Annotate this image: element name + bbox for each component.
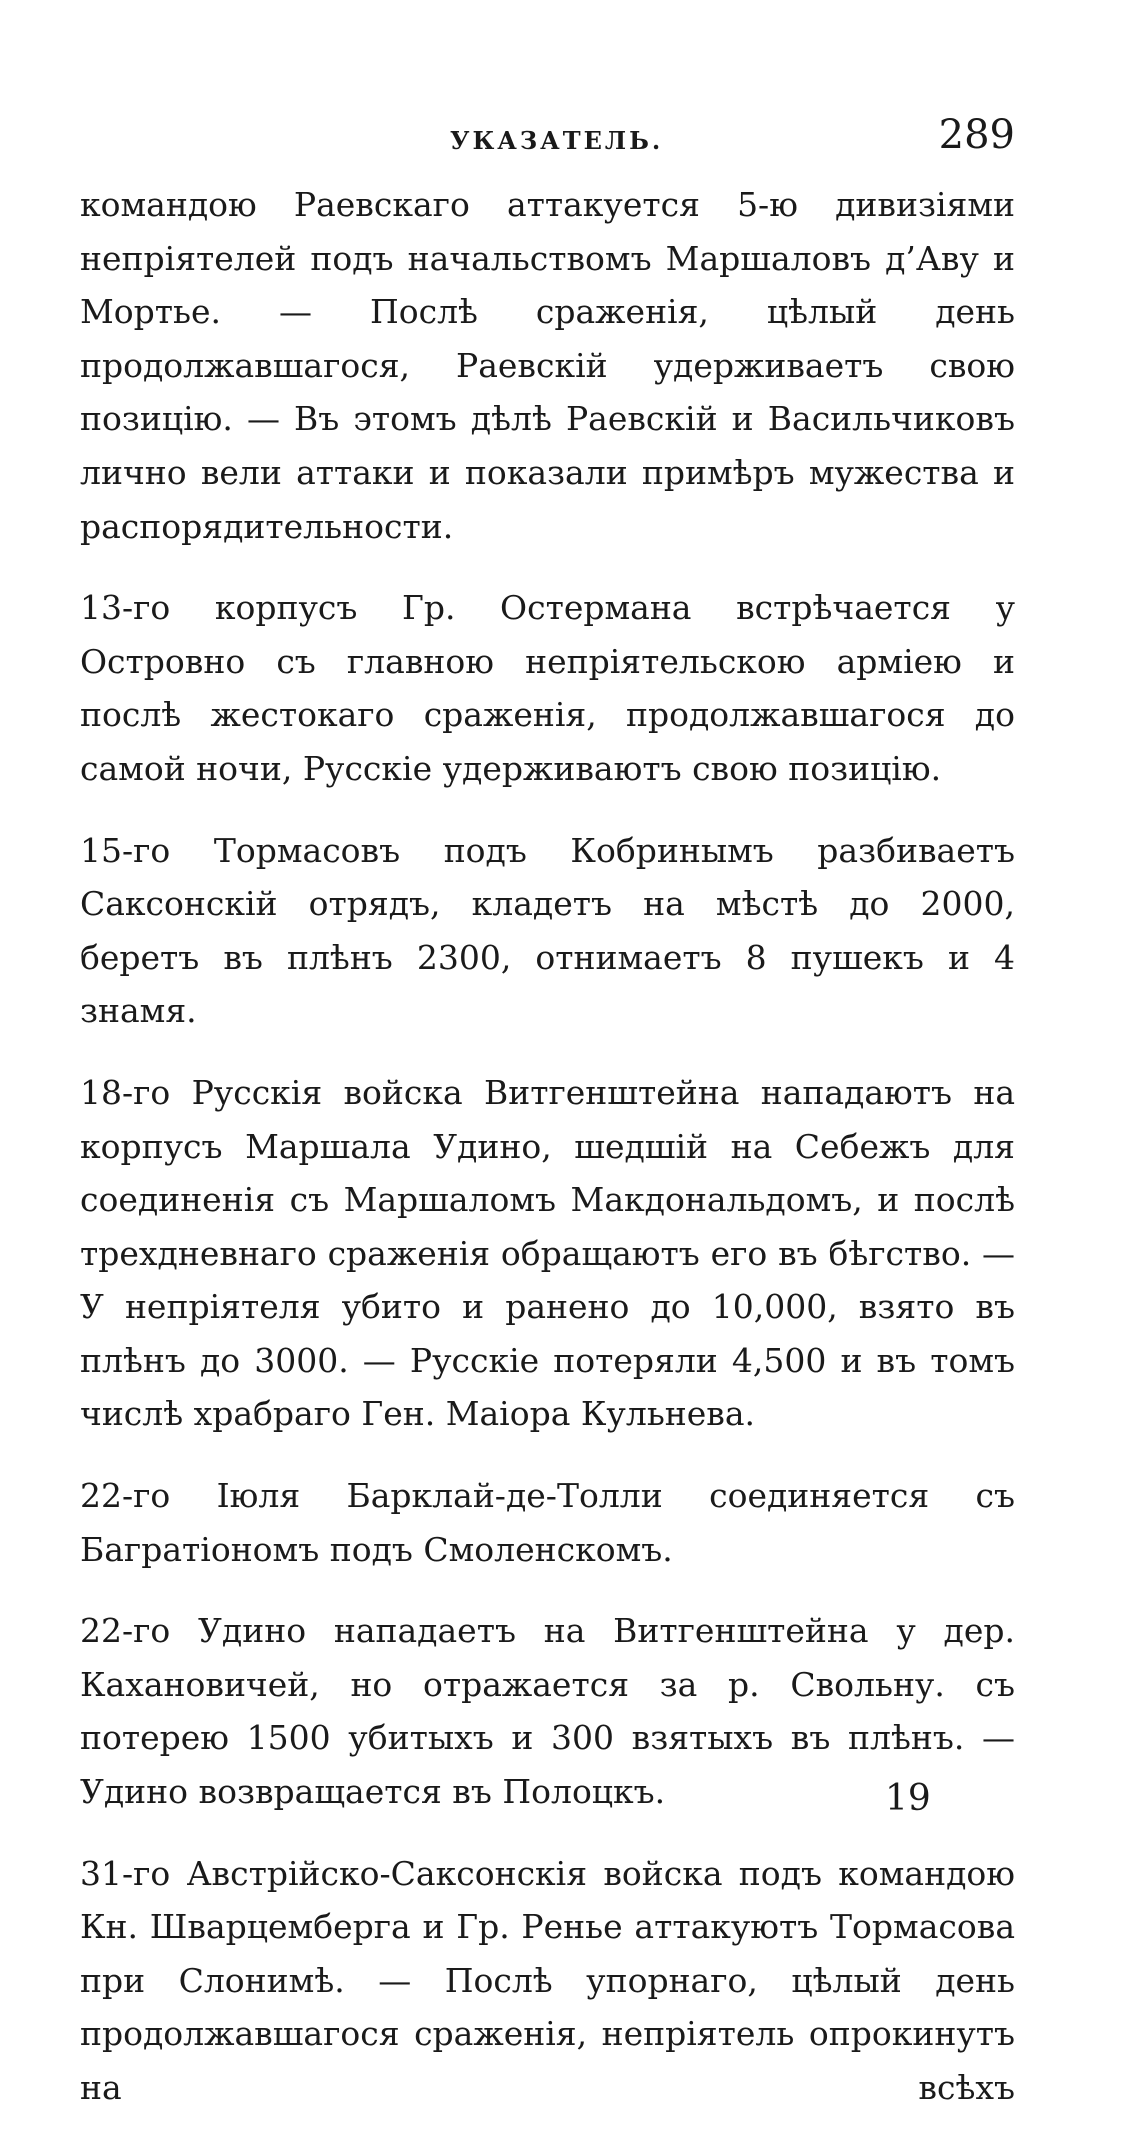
paragraph-31st: 31-го Австрійско-Саксонскія войска подъ командою Кн. Шварцемберга и Гр. Ренье аттакуютъ Тормасова при Слонимѣ. — Послѣ упорнаго, цѣлый день продолжавшагося сраженія, непріятель опрокинутъ на всѣхъ xyxy=(80,1853,1015,2107)
paragraph-18th: 18-го Русскія войска Витгенштейна нападаютъ на корпусъ Маршала Удино, шедшій на Себежъ для соединенія съ Маршаломъ Макдональдомъ, и послѣ трехдневнаго сраженія обращаютъ его въ бѣгство. — У непріятеля убито и ранено до 10,000, взято въ плѣнъ до 3000. — Русскіе потеряли 4,500 и въ томъ числѣ храбраго Ген. Маіора Кульнева. xyxy=(80,1072,1015,1434)
page-header xyxy=(80,112,1015,172)
signature-mark: 19 xyxy=(885,1778,931,1819)
paragraph-13th: 13-го корпусъ Гр. Остермана встрѣчается у Островно съ главною непріятельскою арміею и послѣ жестокаго сраженія, продолжавшагося до самой ночи, Русскіе удерживаютъ свою позицію. xyxy=(80,588,1015,788)
page-body xyxy=(80,178,1015,2143)
paragraph-22nd-udino: 22-го Удино нападаетъ на Витгенштейна у дер. Кахановичей, но отражается за р. Свольну. съ потерею 1500 убитыхъ и 300 взятыхъ въ плѣнъ. — Удино возвращается въ Полоцкъ. xyxy=(80,1611,1015,1812)
paragraph-22nd-july: 22-го Іюля Барклай-де-Толли соединяется съ Багратіономъ подъ Смоленскомъ. xyxy=(80,1476,1015,1569)
paragraph-15th: 15-го Тормасовъ подъ Кобринымъ разбиваетъ Саксонскій отрядъ, кладетъ на мѣстѣ до 2000, беретъ въ плѣнъ 2300, отнимаетъ 8 пушекъ и 4 знамя. xyxy=(80,830,1015,1031)
running-title: УКАЗАТЕЛЬ. xyxy=(450,126,664,155)
paragraph-continuation: командою Раевскаго аттакуется 5-ю дивизіями непріятелей подъ начальствомъ Маршаловъ д’Аву и Мортье. — Послѣ сраженія, цѣлый день продолжавшагося, Раевскій удерживаетъ свою позицію. — Въ этомъ дѣлѣ Раевскій и Васильчиковъ лично вели аттаки и показали примѣръ мужества и распорядительности. xyxy=(80,185,1015,546)
page-number: 289 xyxy=(938,112,1015,158)
